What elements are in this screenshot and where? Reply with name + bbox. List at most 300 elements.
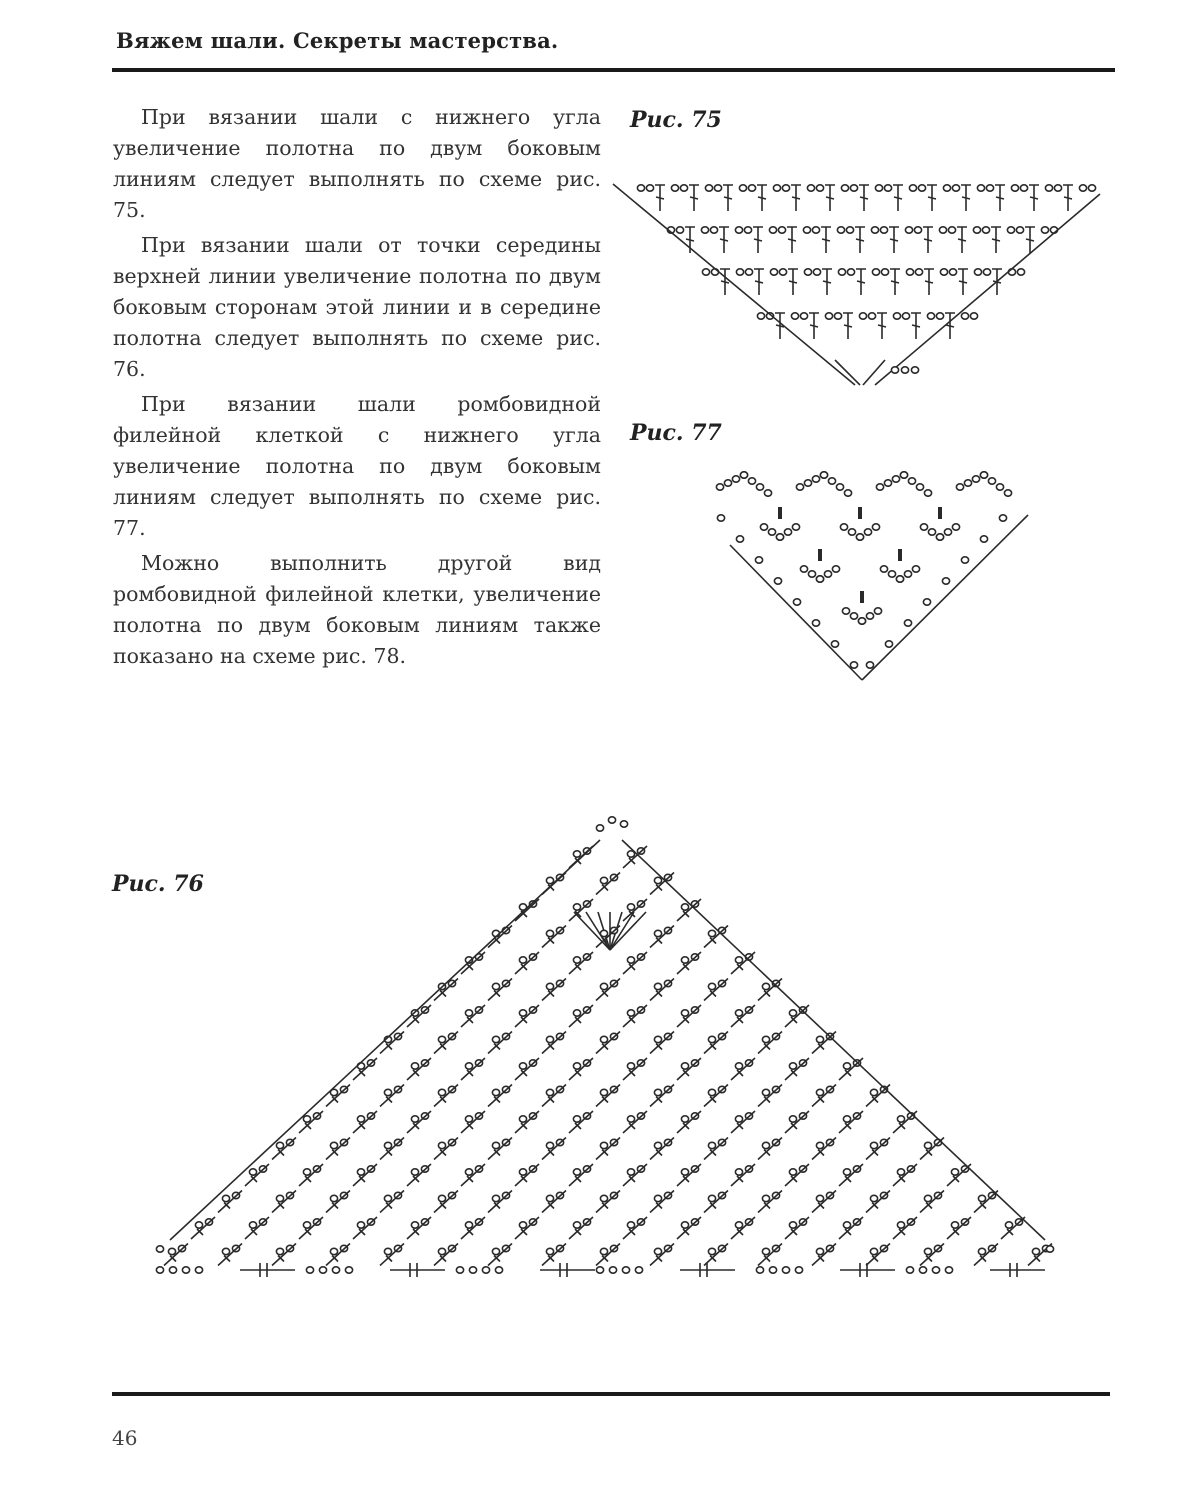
chain-stitch-symbol [411, 1063, 418, 1069]
crossed-stitch-symbol [812, 1085, 836, 1107]
chain-stitch-symbol [438, 1195, 445, 1201]
figure-77-crochet-chart [690, 465, 1035, 690]
chain-stitch-symbol [764, 490, 771, 496]
chain-stitch-symbol [156, 1246, 163, 1252]
chain-stitch-symbol [519, 1116, 526, 1122]
chain-stitch-symbol [843, 1169, 850, 1175]
chain-stitch-symbol [924, 1248, 931, 1254]
chain-stitch-symbol [635, 1267, 642, 1273]
chart-edge-line [170, 840, 600, 1240]
double-crochet-symbol [825, 185, 835, 211]
chain-stitch-symbol [627, 1222, 634, 1228]
chain-stitch-symbol [755, 557, 762, 563]
chain-stitch-symbol [964, 480, 971, 486]
chain-stitch-symbol [438, 1142, 445, 1148]
chain-stitch-symbol [627, 1063, 634, 1069]
chain-stitch-symbol [837, 227, 844, 233]
chain-stitch-symbol [627, 957, 634, 963]
chain-stitch-symbol [748, 478, 755, 484]
crossed-stitch-symbol [515, 1217, 539, 1239]
chain-stitch-symbol [789, 1222, 796, 1228]
chain-stitch-symbol [920, 524, 927, 530]
chain-stitch-symbol [1054, 185, 1061, 191]
crossed-stitch-symbol [569, 1217, 593, 1239]
chain-stitch-symbol [681, 957, 688, 963]
header-rule [112, 68, 1115, 72]
crossed-stitch-symbol [542, 1191, 566, 1213]
chain-stitch-symbol [834, 313, 841, 319]
chain-stitch-symbol [654, 930, 661, 936]
chain-stitch-symbol [848, 529, 855, 535]
chain-stitch-symbol [872, 524, 879, 530]
chain-stitch-symbol [676, 227, 683, 233]
crossed-stitch-symbol [839, 1058, 863, 1080]
chain-stitch-symbol [816, 185, 823, 191]
chain-stitch-symbol [760, 524, 767, 530]
crossed-stitch-symbol [515, 1164, 539, 1186]
chain-stitch-symbol [836, 484, 843, 490]
chain-stitch-symbol [469, 1267, 476, 1273]
chain-stitch-symbol [168, 1248, 175, 1254]
crossed-stitch-symbol [488, 1191, 512, 1213]
chain-stitch-symbol [546, 1089, 553, 1095]
chain-stitch-symbol [654, 1195, 661, 1201]
chain-stitch-symbol [986, 185, 993, 191]
chain-stitch-symbol [977, 185, 984, 191]
crossed-stitch-symbol [677, 1005, 701, 1027]
chain-stitch-symbol [789, 1116, 796, 1122]
chain-stitch-symbol [871, 227, 878, 233]
chain-stitch-symbol [924, 490, 931, 496]
crossed-stitch-symbol [731, 1164, 755, 1186]
double-crochet-symbol [856, 269, 866, 295]
crossed-stitch-symbol [596, 1138, 620, 1160]
chain-stitch-symbol [732, 476, 739, 482]
chain-stitch-symbol [627, 904, 634, 910]
chain-stitch-symbol [708, 930, 715, 936]
paragraph-1: При вязании шали с нижнего угла увеличение полотна по двум боковым линиям следует выполнять по схеме рис. 75. [113, 105, 601, 222]
chain-stitch-symbol [918, 185, 925, 191]
chain-stitch-symbol [654, 1036, 661, 1042]
chain-stitch-symbol [249, 1222, 256, 1228]
base-double-crochet-symbol [680, 1263, 735, 1277]
chain-stitch-symbol [778, 227, 785, 233]
chain-stitch-symbol [330, 1195, 337, 1201]
chain-stitch-symbol [784, 529, 791, 535]
chain-stitch-symbol [573, 1169, 580, 1175]
chain-stitch-symbol [880, 227, 887, 233]
chain-stitch-symbol [831, 641, 838, 647]
chain-stitch-symbol [735, 227, 742, 233]
chain-stitch-symbol [546, 1036, 553, 1042]
chain-stitch-symbol [756, 1267, 763, 1273]
crossed-stitch-symbol [866, 1244, 890, 1266]
chain-stitch-symbol [888, 571, 895, 577]
chain-stitch-symbol [384, 1248, 391, 1254]
chain-stitch-symbol [357, 1169, 364, 1175]
crossed-stitch-symbol [650, 1138, 674, 1160]
double-crochet-symbol [923, 227, 933, 253]
crossed-stitch-symbol [299, 1111, 323, 1133]
chain-stitch-symbol [828, 478, 835, 484]
chain-stitch-symbol [519, 1222, 526, 1228]
chain-stitch-symbol [850, 662, 857, 668]
chain-stitch-symbol [939, 227, 946, 233]
chain-stitch-symbol [961, 557, 968, 563]
chain-stitch-symbol [897, 1169, 904, 1175]
chain-stitch-symbol [936, 313, 943, 319]
crossed-stitch-symbol [785, 1111, 809, 1133]
crossed-stitch-symbol [542, 1085, 566, 1107]
chain-stitch-symbol [932, 1267, 939, 1273]
crossed-stitch-symbol [380, 1085, 404, 1107]
double-crochet-symbol [911, 313, 921, 339]
crossed-stitch-symbol [191, 1217, 215, 1239]
chain-stitch-symbol [940, 269, 947, 275]
crossed-stitch-symbol [920, 1244, 944, 1266]
double-crochet-symbol [754, 269, 764, 295]
crossed-stitch-symbol [569, 952, 593, 974]
crossed-stitch-symbol [650, 979, 674, 1001]
chain-stitch-symbol [820, 472, 827, 478]
crossed-stitch-symbol [353, 1111, 377, 1133]
chain-stitch-symbol [756, 484, 763, 490]
crossed-stitch-symbol [326, 1244, 350, 1266]
chart-edge-line [863, 360, 885, 385]
chain-stitch-symbol [330, 1142, 337, 1148]
chain-stitch-symbol [600, 1142, 607, 1148]
chain-stitch-symbol [996, 484, 1003, 490]
crossed-stitch-symbol [434, 1085, 458, 1107]
chain-stitch-symbol [735, 1063, 742, 1069]
chain-stitch-symbol [195, 1267, 202, 1273]
crossed-stitch-symbol [731, 1058, 755, 1080]
chain-stitch-symbol [303, 1222, 310, 1228]
chain-stitch-symbol [646, 185, 653, 191]
chain-stitch-symbol [893, 313, 900, 319]
crossed-stitch-symbol [542, 1138, 566, 1160]
crossed-stitch-symbol [515, 1005, 539, 1027]
crossed-stitch-symbol [380, 1191, 404, 1213]
double-crochet-symbol [1029, 185, 1039, 211]
chain-stitch-symbol [711, 269, 718, 275]
chain-stitch-symbol [600, 983, 607, 989]
double-crochet-symbol [720, 269, 730, 295]
chain-stitch-symbol [681, 904, 688, 910]
double-crochet-symbol [809, 313, 819, 339]
chain-stitch-symbol [875, 185, 882, 191]
double-crochet-symbol [719, 227, 729, 253]
chain-stitch-symbol [789, 1169, 796, 1175]
crossed-stitch-symbol [326, 1085, 350, 1107]
crossed-stitch-symbol [596, 1244, 620, 1266]
chain-stitch-symbol [866, 662, 873, 668]
chain-stitch-symbol [769, 1267, 776, 1273]
crossed-stitch-symbol [1001, 1217, 1025, 1239]
chain-stitch-symbol [744, 227, 751, 233]
chain-stitch-symbol [519, 1063, 526, 1069]
chain-stitch-symbol [982, 227, 989, 233]
double-crochet-symbol [723, 185, 733, 211]
chain-stitch-symbol [978, 1195, 985, 1201]
chain-stitch-symbol [912, 566, 919, 572]
chain-stitch-symbol [870, 1248, 877, 1254]
paragraph-2: При вязании шали от точки середины верхней линии увеличение полотна по двум боковым сторонам этой линии и в середине полотна следует выполнять по схеме рис. 76. [113, 233, 601, 381]
chain-stitch-symbol [791, 313, 798, 319]
figure-76-crochet-chart [150, 800, 1070, 1290]
crossed-stitch-symbol [515, 1058, 539, 1080]
crossed-stitch-symbol [920, 1191, 944, 1213]
crossed-stitch-symbol [299, 1164, 323, 1186]
base-double-crochet-symbol [990, 1263, 1045, 1277]
chain-stitch-symbol [438, 1036, 445, 1042]
chain-stitch-symbol [983, 269, 990, 275]
chain-stitch-symbol [600, 877, 607, 883]
chain-stitch-symbol [884, 480, 891, 486]
double-crochet-symbol [945, 313, 955, 339]
chain-stitch-symbol [357, 1116, 364, 1122]
chain-stitch-symbol [1046, 1246, 1053, 1252]
crossed-stitch-symbol [839, 1111, 863, 1133]
chain-stitch-symbol [596, 1267, 603, 1273]
crossed-stitch-symbol [623, 1005, 647, 1027]
chain-stitch-symbol [970, 313, 977, 319]
chain-stitch-symbol [600, 1248, 607, 1254]
chain-stitch-symbol [708, 1142, 715, 1148]
chain-stitch-symbol [708, 1089, 715, 1095]
chain-stitch-symbol [1088, 185, 1095, 191]
crossed-stitch-symbol [488, 1032, 512, 1054]
filled-stitch-symbol [778, 507, 782, 519]
chain-stitch-symbol [843, 1222, 850, 1228]
crossed-stitch-symbol [434, 1191, 458, 1213]
chain-stitch-symbol [384, 1142, 391, 1148]
crossed-stitch-symbol [272, 1191, 296, 1213]
crossed-stitch-symbol [299, 1217, 323, 1239]
chain-stitch-symbol [169, 1267, 176, 1273]
chain-stitch-symbol [906, 269, 913, 275]
footer-rule [112, 1392, 1110, 1396]
chain-stitch-symbol [824, 571, 831, 577]
double-crochet-symbol [961, 185, 971, 211]
crossed-stitch-symbol [731, 1217, 755, 1239]
chain-stitch-symbol [914, 227, 921, 233]
chain-stitch-symbol [705, 185, 712, 191]
crossed-stitch-symbol [623, 1217, 647, 1239]
chain-stitch-symbol [816, 576, 823, 582]
crossed-stitch-symbol [596, 873, 620, 895]
chain-stitch-symbol [222, 1248, 229, 1254]
crossed-stitch-symbol [515, 1111, 539, 1133]
chain-stitch-symbol [850, 613, 857, 619]
paragraph-3: При вязании шали ромбовидной филейной клеткой с нижнего угла увеличение полотна по двум боковым линиям следует выполнять по схеме рис. 77. [113, 392, 601, 540]
base-double-crochet-symbol [840, 1263, 895, 1277]
crossed-stitch-symbol [353, 1164, 377, 1186]
chain-stitch-symbol [736, 269, 743, 275]
chain-stitch-symbol [911, 367, 918, 373]
filled-stitch-symbol [860, 591, 864, 603]
crossed-stitch-symbol [677, 1058, 701, 1080]
chain-stitch-symbol [796, 484, 803, 490]
double-crochet-symbol [685, 227, 695, 253]
chain-stitch-symbol [492, 1142, 499, 1148]
crossed-stitch-symbol [650, 1244, 674, 1266]
chart-edge-line [622, 840, 1045, 1240]
chain-stitch-symbol [492, 983, 499, 989]
chain-stitch-symbol [1011, 185, 1018, 191]
chain-stitch-symbol [864, 529, 871, 535]
double-crochet-symbol [1025, 227, 1035, 253]
chain-stitch-symbol [856, 534, 863, 540]
chain-stitch-symbol [876, 484, 883, 490]
chain-stitch-symbol [832, 566, 839, 572]
double-crochet-symbol [855, 227, 865, 253]
crossed-stitch-symbol [542, 979, 566, 1001]
crossed-stitch-symbol [785, 1217, 809, 1239]
double-crochet-symbol [957, 227, 967, 253]
chain-stitch-symbol [804, 480, 811, 486]
chain-stitch-symbol [923, 599, 930, 605]
crossed-stitch-symbol [407, 1111, 431, 1133]
chain-stitch-symbol [868, 313, 875, 319]
crossed-stitch-symbol [461, 1058, 485, 1080]
chain-stitch-symbol [627, 1169, 634, 1175]
crossed-stitch-symbol [947, 1217, 971, 1239]
crossed-stitch-symbol [488, 926, 512, 948]
double-crochet-symbol [843, 313, 853, 339]
crossed-stitch-symbol [650, 1085, 674, 1107]
chain-stitch-symbol [465, 1222, 472, 1228]
crossed-stitch-symbol [488, 979, 512, 1001]
chain-stitch-symbol [249, 1169, 256, 1175]
chain-stitch-symbol [735, 1222, 742, 1228]
chain-stitch-symbol [858, 618, 865, 624]
crossed-stitch-symbol [704, 1244, 728, 1266]
chain-stitch-symbol [874, 608, 881, 614]
crossed-stitch-symbol [353, 1058, 377, 1080]
chain-stitch-symbol [816, 1195, 823, 1201]
chain-stitch-symbol [319, 1267, 326, 1273]
crossed-stitch-symbol [650, 1032, 674, 1054]
crossed-stitch-symbol [434, 1032, 458, 1054]
chain-stitch-symbol [438, 1248, 445, 1254]
chain-stitch-symbol [182, 1267, 189, 1273]
crossed-stitch-symbol [677, 1164, 701, 1186]
chain-stitch-symbol [627, 1010, 634, 1016]
double-crochet-symbol [757, 185, 767, 211]
crossed-stitch-symbol [839, 1217, 863, 1239]
crossed-stitch-symbol [542, 1032, 566, 1054]
chain-stitch-symbol [973, 227, 980, 233]
chain-stitch-symbol [330, 1248, 337, 1254]
chain-stitch-symbol [156, 1267, 163, 1273]
chain-stitch-symbol [608, 817, 615, 823]
crossed-stitch-symbol [542, 926, 566, 948]
chain-stitch-symbol [847, 269, 854, 275]
chain-stitch-symbol [573, 904, 580, 910]
chain-stitch-symbol [846, 227, 853, 233]
crossed-stitch-symbol [812, 1244, 836, 1266]
chain-stitch-symbol [717, 515, 724, 521]
chain-stitch-symbol [803, 227, 810, 233]
chain-stitch-symbol [951, 1169, 958, 1175]
filled-stitch-symbol [818, 549, 822, 561]
chain-stitch-symbol [840, 524, 847, 530]
chain-stitch-symbol [654, 1248, 661, 1254]
chart-edge-line [875, 194, 1100, 385]
chain-stitch-symbol [1041, 227, 1048, 233]
chain-stitch-symbol [627, 1116, 634, 1122]
chain-stitch-symbol [519, 957, 526, 963]
crossed-stitch-symbol [704, 1191, 728, 1213]
chain-stitch-symbol [952, 185, 959, 191]
chain-stitch-symbol [736, 536, 743, 542]
body-text [113, 102, 601, 676]
chain-stitch-symbol [773, 185, 780, 191]
chain-stitch-symbol [1079, 185, 1086, 191]
chain-stitch-symbol [948, 227, 955, 233]
crossed-stitch-symbol [623, 1164, 647, 1186]
crossed-stitch-symbol [623, 1058, 647, 1080]
chain-stitch-symbol [654, 877, 661, 883]
crossed-stitch-symbol [974, 1244, 998, 1266]
crossed-stitch-symbol [785, 1058, 809, 1080]
chain-stitch-symbol [573, 1116, 580, 1122]
chain-stitch-symbol [465, 1063, 472, 1069]
crossed-stitch-symbol [866, 1085, 890, 1107]
crossed-stitch-symbol [812, 1032, 836, 1054]
chain-stitch-symbol [1045, 185, 1052, 191]
crossed-stitch-symbol [326, 1138, 350, 1160]
chain-stitch-symbol [904, 620, 911, 626]
chain-stitch-symbol [332, 1267, 339, 1273]
chain-stitch-symbol [789, 1063, 796, 1069]
crossed-stitch-symbol [704, 1032, 728, 1054]
chain-stitch-symbol [411, 1116, 418, 1122]
crossed-stitch-symbol [623, 899, 647, 921]
chain-stitch-symbol [945, 1267, 952, 1273]
double-crochet-symbol [788, 269, 798, 295]
figure-75-crochet-chart [605, 170, 1115, 395]
chain-stitch-symbol [936, 534, 943, 540]
chain-stitch-symbol [776, 534, 783, 540]
crossed-stitch-symbol [893, 1217, 917, 1239]
figure-75-caption: Рис. 75 [630, 107, 722, 133]
crossed-stitch-symbol [569, 1058, 593, 1080]
chain-stitch-symbol [620, 821, 627, 827]
double-crochet-symbol [991, 227, 1001, 253]
crossed-stitch-symbol [785, 1005, 809, 1027]
chain-stitch-symbol [546, 877, 553, 883]
chain-stitch-symbol [681, 1116, 688, 1122]
double-crochet-symbol [791, 185, 801, 211]
chain-stitch-symbol [762, 1036, 769, 1042]
paragraph-4: Можно выполнить другой вид ромбовидной филейной клетки, увеличение полотна по двум боковым линиям также показано на схеме рис. 78. [113, 551, 601, 668]
chain-stitch-symbol [303, 1169, 310, 1175]
chain-stitch-symbol [1004, 490, 1011, 496]
chain-stitch-symbol [762, 983, 769, 989]
chain-stitch-symbol [1032, 1248, 1039, 1254]
chain-stitch-symbol [816, 1089, 823, 1095]
chain-stitch-symbol [1005, 1222, 1012, 1228]
chain-stitch-symbol [465, 1010, 472, 1016]
chain-stitch-symbol [495, 1267, 502, 1273]
chain-stitch-symbol [654, 1142, 661, 1148]
crossed-stitch-symbol [218, 1191, 242, 1213]
chain-stitch-symbol [654, 1089, 661, 1095]
chain-stitch-symbol [1016, 227, 1023, 233]
crossed-stitch-symbol [542, 1244, 566, 1266]
